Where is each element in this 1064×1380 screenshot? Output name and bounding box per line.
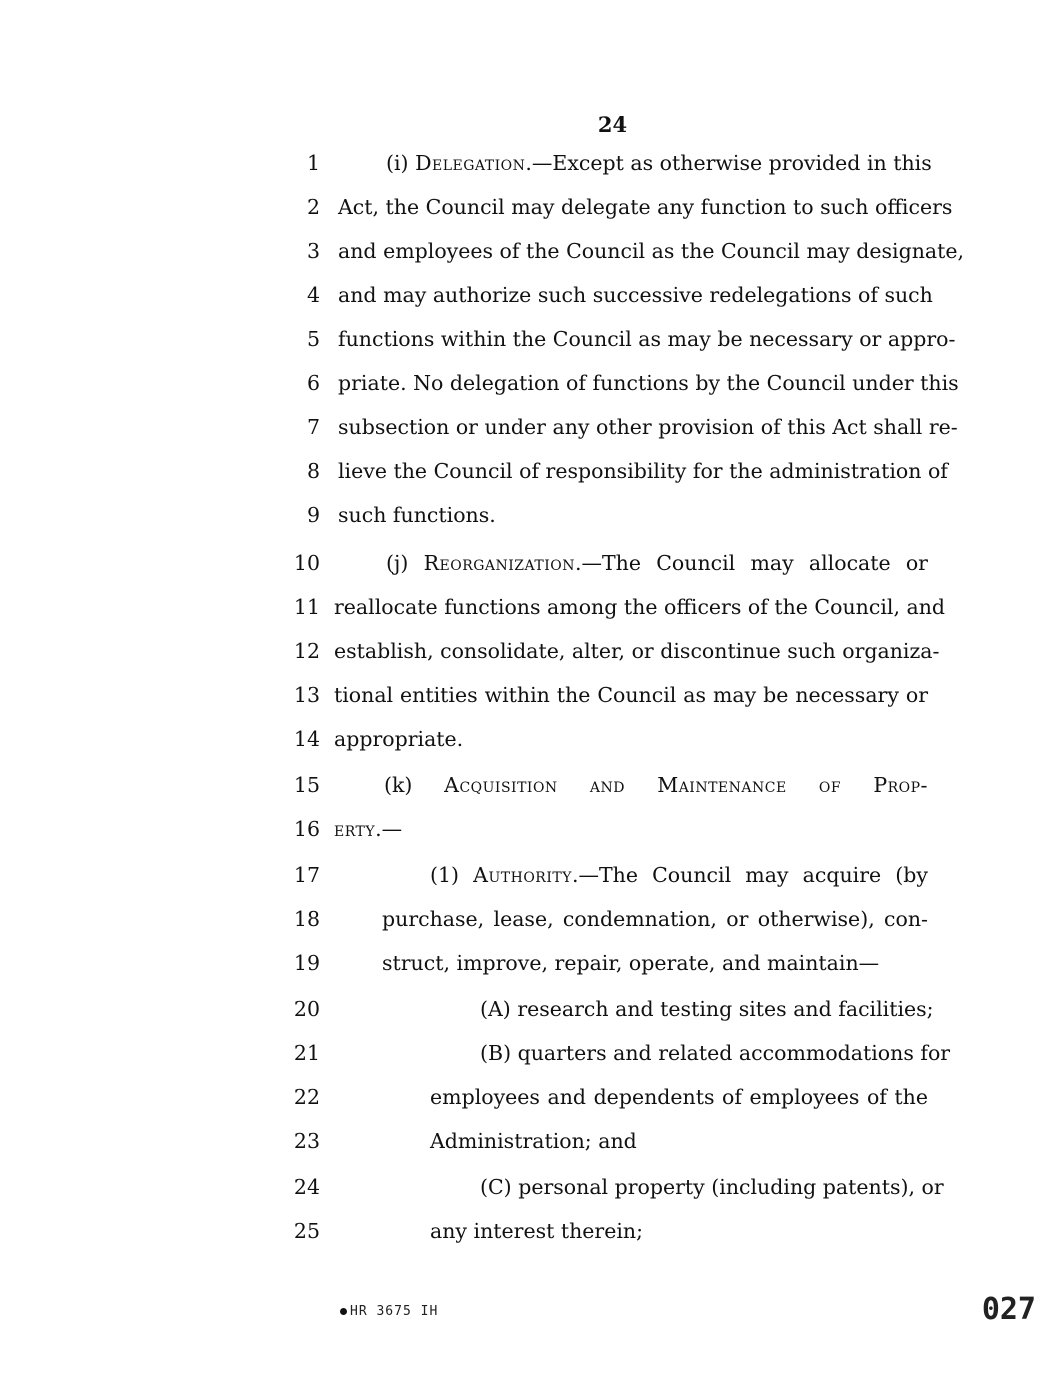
text-line [338, 501, 928, 529]
line-number: 3 [306, 239, 320, 263]
line-number: 19 [293, 951, 320, 975]
text-line [334, 637, 940, 665]
text-run: priate. No delegation of functions by the Council under this [338, 371, 959, 395]
line-number: 6 [306, 371, 320, 395]
text-run: such functions. [338, 503, 496, 527]
line-number: 22 [293, 1085, 320, 1109]
line-number: 15 [293, 773, 320, 797]
line-number: 8 [306, 459, 320, 483]
text-run: establish, consolidate, alter, or discontinue such organiza- [334, 639, 940, 663]
text-line [334, 725, 928, 753]
text-line [338, 413, 958, 441]
text-run: (B) quarters and related accommodations for [480, 1041, 951, 1065]
text-run: (j) [386, 551, 424, 575]
text-line [480, 1173, 944, 1201]
text-line [334, 815, 928, 843]
text-line [430, 1127, 928, 1155]
text-line [338, 457, 948, 485]
section-heading: erty [334, 817, 376, 841]
section-heading: Delegation [415, 151, 526, 175]
line-number: 10 [293, 551, 320, 575]
line-number: 24 [293, 1175, 320, 1199]
text-run: employees and dependents of employees of the [430, 1085, 928, 1109]
text-run: functions within the Council as may be necessary or appro- [338, 327, 956, 351]
text-run: and employees of the Council as the Council may designate, [338, 239, 965, 263]
bill-identifier [340, 1304, 438, 1319]
text-run: Administration; and [430, 1129, 637, 1153]
text-run: (k) [384, 773, 445, 797]
text-run: .—The Council may acquire (by [571, 863, 928, 887]
section-heading: Reorganization [423, 551, 575, 575]
line-number: 12 [293, 639, 320, 663]
text-line [430, 1083, 928, 1111]
text-run: (C) personal property (including patents), or [480, 1175, 944, 1199]
text-run: and may authorize such successive redelegations of such [338, 283, 933, 307]
text-run: appropriate. [334, 727, 464, 751]
text-run: reallocate functions among the officers of the Council, and [334, 595, 946, 619]
text-line [480, 1039, 951, 1067]
line-number: 25 [293, 1219, 320, 1243]
bullet-icon [340, 1308, 347, 1315]
text-line [338, 237, 965, 265]
text-line [480, 995, 934, 1023]
text-line [430, 861, 928, 889]
text-run: subsection or under any other provision of this Act shall re- [338, 415, 958, 439]
text-run: .—Except as otherwise provided in this [525, 151, 932, 175]
text-run: struct, improve, repair, operate, and maintain— [382, 951, 880, 975]
line-number: 14 [293, 727, 320, 751]
line-number: 2 [306, 195, 320, 219]
line-number: 7 [306, 415, 320, 439]
line-number: 17 [293, 863, 320, 887]
line-number: 11 [293, 595, 320, 619]
line-number: 23 [293, 1129, 320, 1153]
text-run: .—The Council may allocate or [574, 551, 928, 575]
text-line [386, 149, 932, 177]
text-line [384, 771, 928, 799]
line-number: 5 [306, 327, 320, 351]
text-run: (1) [430, 863, 474, 887]
line-number: 13 [293, 683, 320, 707]
text-run: purchase, lease, condemnation, or otherwise), con- [382, 907, 928, 931]
text-run: lieve the Council of responsibility for the administration of [338, 459, 948, 483]
line-number: 4 [306, 283, 320, 307]
text-run: .— [375, 817, 403, 841]
line-number: 20 [293, 997, 320, 1021]
text-run: (A) research and testing sites and facilities; [480, 997, 934, 1021]
text-run: (i) [386, 151, 416, 175]
text-line [338, 193, 953, 221]
text-line [334, 681, 928, 709]
text-run: tional entities within the Council as may be necessary or [334, 683, 928, 707]
text-run: any interest therein; [430, 1219, 644, 1243]
line-number: 16 [293, 817, 320, 841]
line-number: 1 [306, 151, 320, 175]
text-line [382, 905, 928, 933]
section-heading: Authority [473, 863, 572, 887]
text-line [338, 325, 956, 353]
line-number: 21 [293, 1041, 320, 1065]
text-line [386, 549, 928, 577]
line-number: 18 [293, 907, 320, 931]
section-heading: Acquisition and Maintenance of Prop- [444, 773, 928, 797]
text-run: Act, the Council may delegate any function to such officers [338, 195, 953, 219]
text-line [430, 1217, 928, 1245]
page-number: 24 [597, 112, 628, 137]
page-stamp-code: 027 [981, 1292, 1036, 1327]
text-line [338, 369, 959, 397]
line-number: 9 [306, 503, 320, 527]
text-line [382, 949, 928, 977]
text-line [338, 281, 933, 309]
text-line [334, 593, 946, 621]
bill-id-text: HR 3675 IH [350, 1304, 439, 1319]
